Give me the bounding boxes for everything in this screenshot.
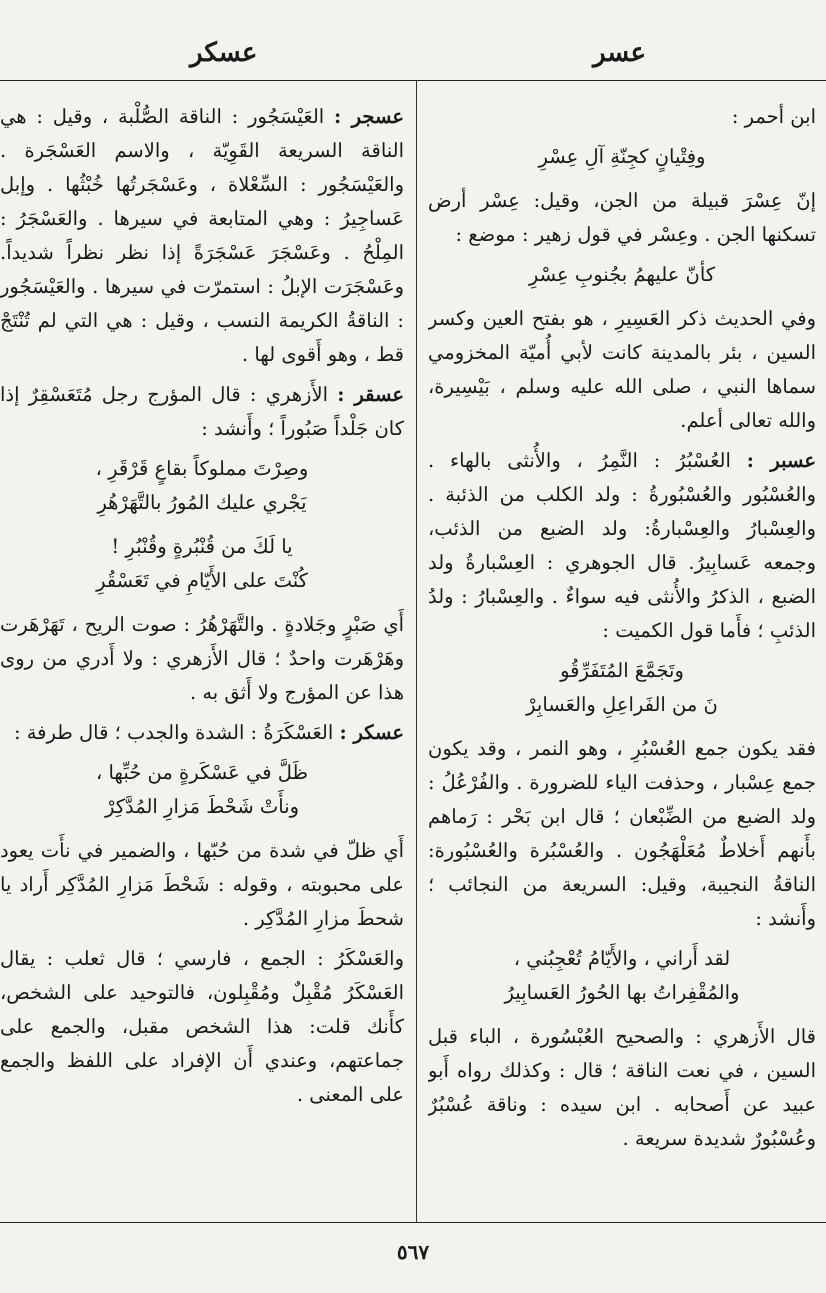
running-head-right: عسر — [592, 38, 646, 68]
verse-line: والمُقْفِراتُ بها الحُورُ العَسابِيرُ — [504, 981, 740, 1004]
entry-paragraph — [0, 608, 404, 710]
header-rule — [0, 80, 826, 81]
verse-line: لقد أَراني ، والأَيّامُ تُعْجِبُني ، — [513, 947, 731, 970]
entry-text: والعَسْكَرُ : الجمع ، فارسي ؛ قال ثعلب : يقال العَسْكَرُ مُقْبِلٌ ومُقْبِلون، فالتوحيد على الشخص، كأَنك قلت: هذا الشخص مقبل، والجمع على جماعتهم، وعندي أَن الإفراد على اللفظ والجمع على المعنى . — [0, 947, 404, 1106]
column-divider — [416, 80, 417, 1222]
verse-block — [0, 452, 404, 520]
verse-line: وتَجَمَّعَ المُتَفَرِّقُو — [560, 659, 684, 682]
entry-paragraph — [0, 100, 404, 372]
verse-block — [428, 654, 816, 722]
entry-paragraph — [428, 444, 816, 648]
verse-line: وصِرْتَ مملوكاً بقاعٍ قَرْقَرِ ، — [95, 457, 309, 480]
verse-line: نَ من الفَراعِلِ والعَسابِرْ — [526, 693, 718, 716]
entry-text: أَي صَبْرٍ وجَلادةٍ . والتَّهَرْهُرُ : صوت الريح ، تَهَرْهَرت وهَرْهَرت واحدٌ ؛ قال الأَزهري : ولا أَدري من روى هذا عن المؤرج ولا أَثق به . — [0, 613, 404, 704]
entry-paragraph — [428, 732, 816, 936]
right-column — [428, 100, 816, 1210]
entry-paragraph — [428, 100, 816, 134]
entry-headword: عسقر : — [337, 383, 404, 406]
verse-block — [0, 756, 404, 824]
entry-paragraph — [0, 716, 404, 750]
entry-paragraph — [428, 184, 816, 252]
entry-text: وفي الحديث ذكر العَسِيرِ ، هو بفتح العين وكسر السين ، بئر بالمدينة كانت لأبي أُميّة المخزومي سماها النبي ، صلى الله عليه وسلم ، بَيْسِيرة، والله تعالى أعلم. — [428, 307, 816, 432]
entry-headword: عسجر : — [334, 105, 404, 128]
entry-text: إنّ عِسْرَ قبيلة من الجن، وقيل: عِسْر أرض تسكنها الجن . وعِسْر في قول زهير : موضع : — [428, 189, 816, 246]
entry-headword: عسكر : — [339, 721, 404, 744]
entry-paragraph — [428, 302, 816, 438]
running-head-left: عسكر — [190, 38, 258, 68]
entry-paragraph — [428, 1020, 816, 1156]
verse-block — [428, 942, 816, 1010]
verse-line: ونأَتْ شَحْطَ مَزارِ المُدَّكِرْ — [104, 795, 300, 818]
verse-line: ظَلَّ في عَسْكَرةٍ من حُبِّها ، — [95, 761, 309, 784]
entry-text: فقد يكون جمع العُسْبُرِ ، وهو النمر ، وقد يكون جمع عِسْبار ، وحذفت الياء للضرورة . والفُرْعُلُ : ولد الضبع من الضِّبْعان ؛ قال ابن بَحْر : رَماهم بأَنهم أَخلاطٌ مُعَلْهَجُون . والعُسْبُرة والعُسْبُورة: الناقةُ النجيبة، وقيل: السريعة من النجائب ؛ وأَنشد : — [428, 737, 816, 930]
verse-line: يا لَكَ من قُنْبُرةٍ وقُنْبُرِ ! — [111, 535, 293, 558]
entry-text: أَي ظلّ في شدة من حُبّها ، والضمير في نأَت يعود على محبوبته ، وقوله : شَحْطَ مَزارِ المُدَّكِر أَراد يا شحطَ مزارِ المُدَّكِر . — [0, 839, 404, 930]
entry-text: ابن أحمر : — [731, 105, 816, 128]
entry-text: العَسْكَرَةُ : الشدة والجدب ؛ قال طرفة : — [13, 721, 334, 744]
verse-block — [0, 530, 404, 598]
verse-block — [428, 140, 816, 174]
verse-line: وفِتْيانٍ كجِنّةِ آلِ عِسْرِ — [538, 145, 706, 168]
entry-text: العُسْبُرُ : النَّمِرُ ، والأُنثى بالهاء . والعُسْبُور والعُسْبُورةُ : ولد الكلب من الذئبة . والعِسْبارُ والعِسْبارةُ: ولد الضبع من الذئب، وجمعه عَسابِيرُ. قال الجوهري : العِسْبارةُ ولد الضبع ، الذكرُ والأُنثى فيه سواءٌ . والعِسْبارُ : ولدُ الذئبِ ؛ فأَما قول الكميت : — [428, 449, 816, 642]
left-column — [0, 100, 404, 1210]
verse-line: كُنْتَ على الأَيّامِ في تَعَسْقُرِ — [96, 569, 308, 592]
entry-headword: عسبر : — [746, 449, 816, 472]
entry-paragraph — [0, 942, 404, 1112]
entry-paragraph — [0, 378, 404, 446]
verse-block — [428, 258, 816, 292]
entry-text: قال الأَزهري : والصحيح العُبْسُورة ، الباء قبل السين ، في نعت الناقة ؛ قال : وكذلك رواه أَبو عبيد عن أَصحابه . ابن سيده : وناقة عُسْبُرٌ وعُسْبُورٌ شديدة سريعة . — [428, 1025, 816, 1150]
footer-rule — [0, 1222, 826, 1223]
entry-text: الأَزهري : قال المؤرج رجل مُتَعَسْقِرٌ إذا كان جَلْداً صَبُوراً ؛ وأَنشد : — [0, 383, 404, 440]
verse-line: يَجْري عليك المُورُ بالتَّهَرْهُرِ — [97, 491, 307, 514]
entry-text: العَيْسَجُور : الناقة الصُّلْبة ، وقيل : هي الناقة السريعة القَوِيّة ، والاسم العَسْجَرة . والعَيْسَجُور : السِّعْلاة ، وعَسْجَرتُها خُبْثُها . وإبل عَساجِيرُ : وهي المتابعة في سيرها . والعَسْجَرُ : المِلْحُ . وعَسْجَرَ عَسْجَرَةً إذا نظر نظراً شديداً. وعَسْجَرَت الإبلُ : استمرّت في سيرها . والعَيْسَجُور : الناقةُ الكريمة النسب ، وقيل : هي التي لم تُنْتَجْ قط ، وهو أَقوى لها . — [0, 105, 404, 366]
verse-line: كأنّ عليهمُ بجُنوبِ عِسْرِ — [528, 263, 716, 286]
page-number: ٥٦٧ — [396, 1240, 430, 1264]
entry-paragraph — [0, 834, 404, 936]
